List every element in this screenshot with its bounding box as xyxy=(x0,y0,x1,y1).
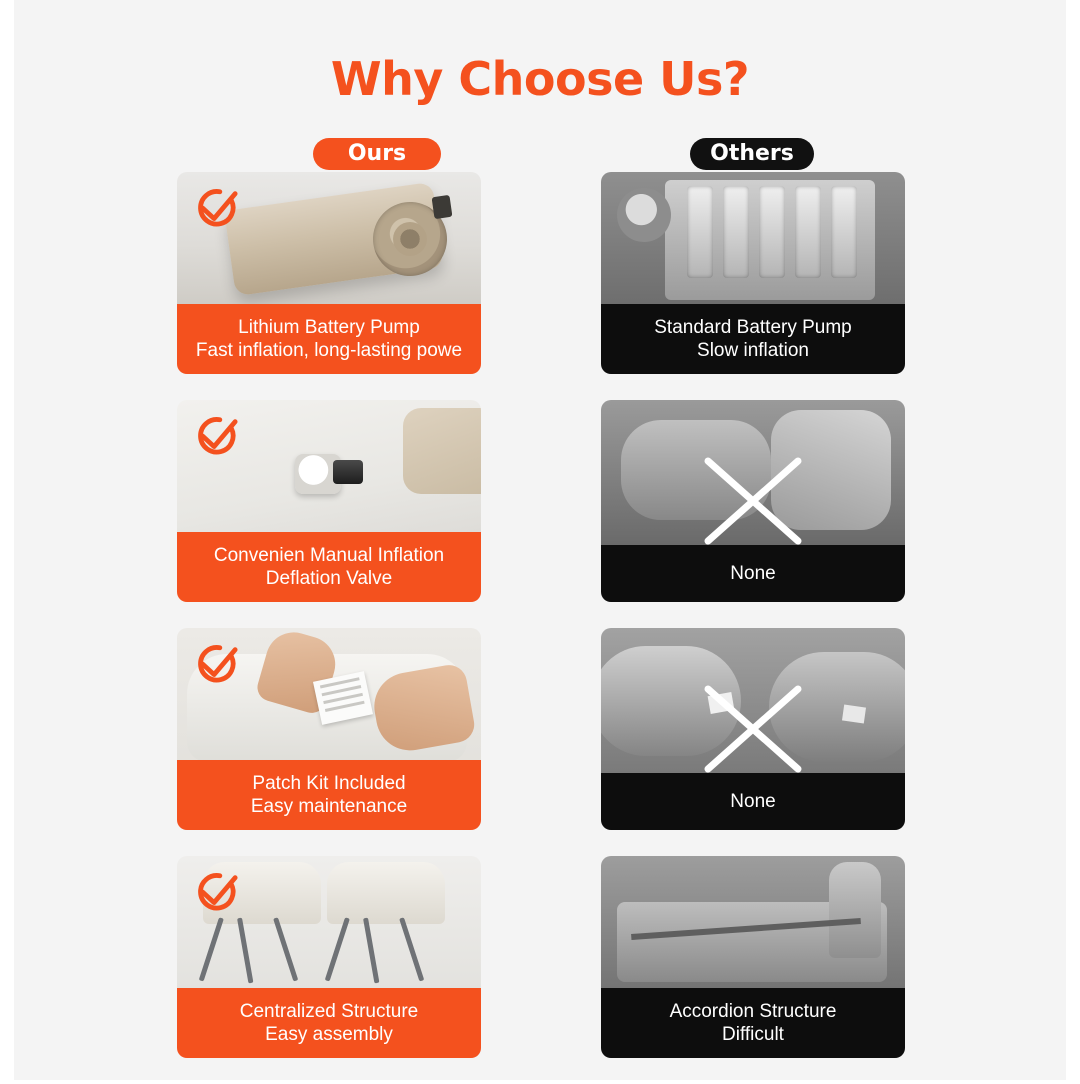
others-card-3 xyxy=(601,628,905,830)
x-overlay-icon xyxy=(698,453,808,549)
ours-label-1 xyxy=(177,304,481,374)
ours-card-2 xyxy=(177,400,481,602)
others-label-1 xyxy=(601,304,905,374)
ours-label-3-line1: Patch Kit Included xyxy=(252,773,406,794)
ours-label-1-line1: Lithium Battery Pump xyxy=(238,317,420,338)
others-photo-4 xyxy=(601,856,905,988)
others-label-2-line1: None xyxy=(730,563,776,584)
others-label-1-line2: Slow inflation xyxy=(697,340,809,361)
column-header-others: Others xyxy=(690,138,814,170)
others-label-4-line1: Accordion Structure xyxy=(669,1001,837,1022)
ours-label-3 xyxy=(177,760,481,830)
x-overlay-icon xyxy=(698,681,808,777)
others-label-3-line1: None xyxy=(730,791,776,812)
column-header-ours: Ours xyxy=(313,138,441,170)
ours-label-4-line2: Easy assembly xyxy=(265,1024,393,1045)
ours-label-2 xyxy=(177,532,481,602)
ours-label-4 xyxy=(177,988,481,1058)
ours-card-1 xyxy=(177,172,481,374)
others-label-2 xyxy=(601,545,905,602)
comparison-row xyxy=(177,400,905,604)
comparison-row xyxy=(177,172,905,376)
ours-label-4-line1: Centralized Structure xyxy=(239,1001,419,1022)
right-margin xyxy=(1066,0,1080,1080)
ours-label-3-line2: Easy maintenance xyxy=(250,796,408,817)
check-circle-icon xyxy=(193,414,239,460)
others-label-1-line1: Standard Battery Pump xyxy=(654,317,852,338)
ours-label-2-line1: Convenien Manual Inflation xyxy=(213,545,445,566)
comparison-grid xyxy=(177,172,905,1084)
comparison-row xyxy=(177,628,905,832)
ours-label-1-line2: Fast inflation, long-lasting powe xyxy=(195,340,463,361)
others-card-1 xyxy=(601,172,905,374)
left-margin xyxy=(0,0,14,1080)
ours-card-4 xyxy=(177,856,481,1058)
others-label-4 xyxy=(601,988,905,1058)
others-card-2 xyxy=(601,400,905,602)
comparison-row xyxy=(177,856,905,1060)
check-circle-icon xyxy=(193,642,239,688)
page-title: Why Choose Us? xyxy=(330,52,750,106)
check-circle-icon xyxy=(193,870,239,916)
ours-card-3 xyxy=(177,628,481,830)
others-label-4-line2: Difficult xyxy=(722,1024,784,1045)
check-circle-icon xyxy=(193,186,239,232)
others-label-3 xyxy=(601,773,905,830)
others-photo-1 xyxy=(601,172,905,304)
others-card-4 xyxy=(601,856,905,1058)
ours-label-2-line2: Deflation Valve xyxy=(265,568,393,589)
